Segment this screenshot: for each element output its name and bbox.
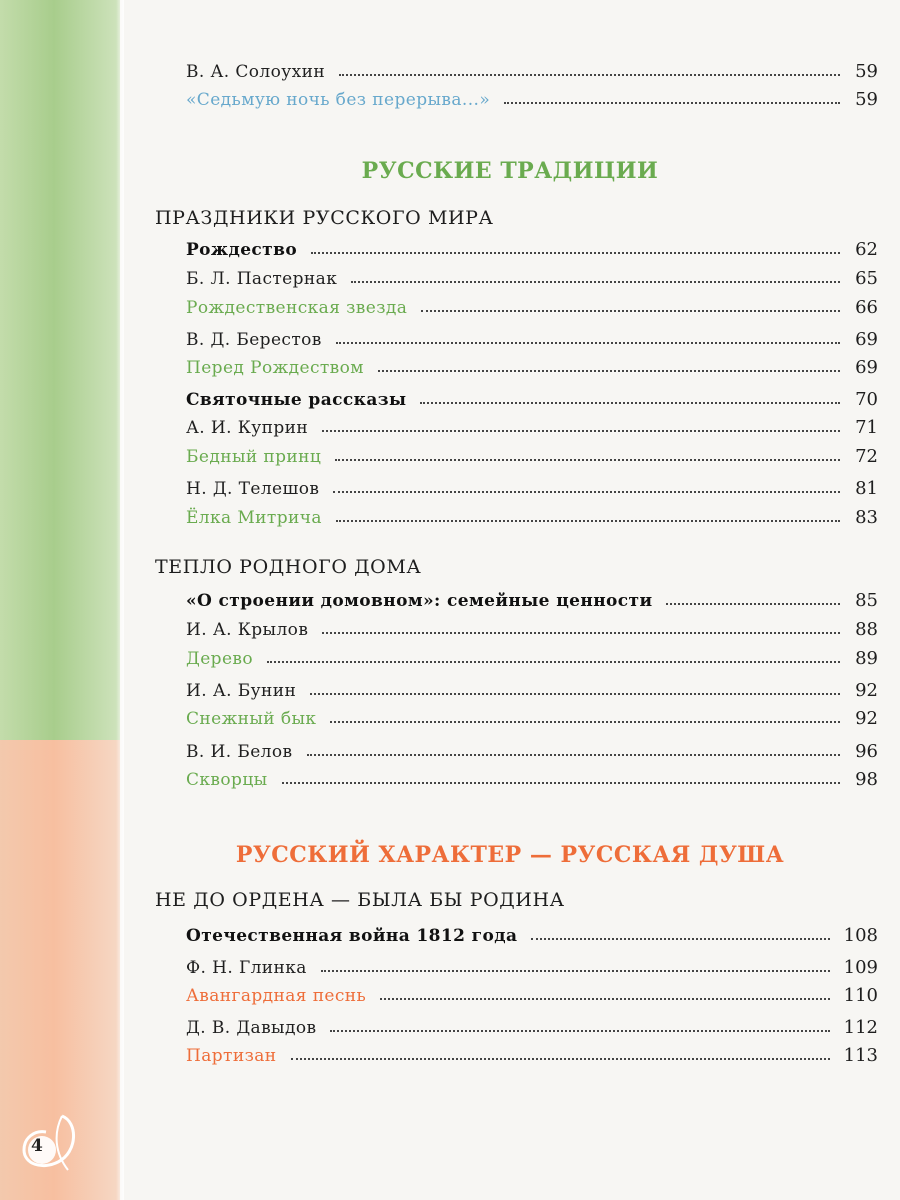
toc-entry-title: Ёлка Митрича [186,508,322,528]
toc-entry[interactable] [186,234,878,260]
toc-entry-title: «О строении домовном»: семейные ценности [186,591,653,611]
toc-entry[interactable] [186,952,878,978]
toc-entry[interactable] [186,352,878,378]
dot-leader [336,342,840,344]
page-number: 4 [31,1136,43,1156]
toc-entry-title: Рождество [186,240,298,260]
band-edge-fade [116,0,124,1200]
toc-entry[interactable] [186,920,878,946]
dot-leader [333,491,840,493]
toc-entry-page: 59 [855,61,878,82]
dot-leader [504,102,840,104]
toc-entry[interactable] [186,736,878,762]
toc-entry-page: 69 [855,357,878,378]
toc-entry-title: «Седьмую ночь без перерыва...» [186,90,491,110]
toc-entry-title: Рождественская звезда [186,298,408,318]
toc-entry-title: В. Д. Берестов [186,330,322,350]
toc-entry-title: Ф. Н. Глинка [186,958,307,978]
toc-entry-page: 69 [855,329,878,350]
dot-leader [330,1030,829,1032]
toc-entry[interactable] [186,614,878,640]
dot-leader [666,603,840,605]
toc-entry-page: 92 [855,708,878,729]
toc-entry[interactable] [186,324,878,350]
toc-entry[interactable] [186,585,878,611]
dot-leader [378,370,840,372]
subsection-title-home-warmth: ТЕПЛО РОДНОГО ДОМА [155,556,422,578]
dot-leader [336,520,840,522]
toc-entry-title: Партизан [186,1046,277,1066]
toc-entry[interactable] [186,703,878,729]
left-color-band-green [0,0,120,740]
toc-entry[interactable] [186,56,878,82]
toc-entry[interactable] [186,441,878,467]
toc-entry[interactable] [186,292,878,318]
toc-entry-title: Отечественная война 1812 года [186,926,518,946]
toc-entry-title: А. И. Куприн [186,418,309,438]
dot-leader [335,459,840,461]
toc-entry-page: 66 [855,297,878,318]
subsection-title-holidays: ПРАЗДНИКИ РУССКОГО МИРА [155,207,494,229]
toc-entry-page: 96 [855,741,878,762]
toc-entry[interactable] [186,1040,878,1066]
dot-leader [267,661,840,663]
toc-entry-page: 112 [843,1017,878,1038]
toc-entry-page: 98 [855,769,878,790]
toc-entry-page: 71 [855,417,878,438]
dot-leader [307,754,841,756]
subsection-title-not-for-order: НЕ ДО ОРДЕНА — БЫЛА БЫ РОДИНА [155,889,565,911]
toc-entry-title: В. И. Белов [186,742,293,762]
dot-leader [311,252,840,254]
dot-leader [330,721,840,723]
toc-entry[interactable] [186,1012,878,1038]
toc-entry-page: 72 [855,446,878,467]
toc-entry-page: 108 [843,925,878,946]
dot-leader [351,281,840,283]
toc-entry-page: 109 [843,957,878,978]
dot-leader [420,402,840,404]
toc-entry[interactable] [186,980,878,1006]
toc-entry-title: В. А. Солоухин [186,62,326,82]
section-title-russian-traditions: РУССКИЕ ТРАДИЦИИ [361,158,659,184]
toc-entry-page: 110 [843,985,878,1006]
toc-entry-page: 81 [855,478,878,499]
dot-leader [421,310,840,312]
toc-entry-page: 62 [855,239,878,260]
toc-entry-title: И. А. Бунин [186,681,297,701]
toc-entry[interactable] [186,764,878,790]
toc-entry-title: Дерево [186,649,254,669]
toc-entry-page: 70 [855,389,878,410]
dot-leader [339,74,840,76]
toc-entry[interactable] [186,384,878,410]
dot-leader [310,693,840,695]
toc-entry-title: Н. Д. Телешов [186,479,320,499]
toc-entry-title: Скворцы [186,770,268,790]
toc-entry-page: 89 [855,648,878,669]
toc-entry-title: Бедный принц [186,447,322,467]
toc-entry[interactable] [186,84,878,110]
dot-leader [531,938,829,940]
toc-entry[interactable] [186,643,878,669]
toc-entry-title: Перед Рождеством [186,358,364,378]
dot-leader [282,782,840,784]
toc-entry-page: 59 [855,89,878,110]
dot-leader [321,970,830,972]
toc-entry-title: Снежный бык [186,709,317,729]
dot-leader [322,430,840,432]
toc-entry-page: 65 [855,268,878,289]
toc-entry-page: 113 [843,1045,878,1066]
page-number-swirl-icon [18,1112,82,1176]
toc-entry-title: И. А. Крылов [186,620,309,640]
toc-entry-title: Святочные рассказы [186,390,407,410]
toc-entry-title: Б. Л. Пастернак [186,269,338,289]
toc-entry[interactable] [186,502,878,528]
toc-entry-title: Д. В. Давыдов [186,1018,317,1038]
toc-entry-page: 92 [855,680,878,701]
toc-entry-page: 85 [855,590,878,611]
toc-entry[interactable] [186,412,878,438]
toc-entry-page: 83 [855,507,878,528]
dot-leader [291,1058,830,1060]
toc-entry-title: Авангардная песнь [186,986,367,1006]
section-title-russian-character: РУССКИЙ ХАРАКТЕР — РУССКАЯ ДУША [235,842,785,868]
toc-entry[interactable] [186,263,878,289]
toc-entry[interactable] [186,473,878,499]
toc-entry[interactable] [186,675,878,701]
dot-leader [322,632,840,634]
dot-leader [380,998,829,1000]
toc-entry-page: 88 [855,619,878,640]
